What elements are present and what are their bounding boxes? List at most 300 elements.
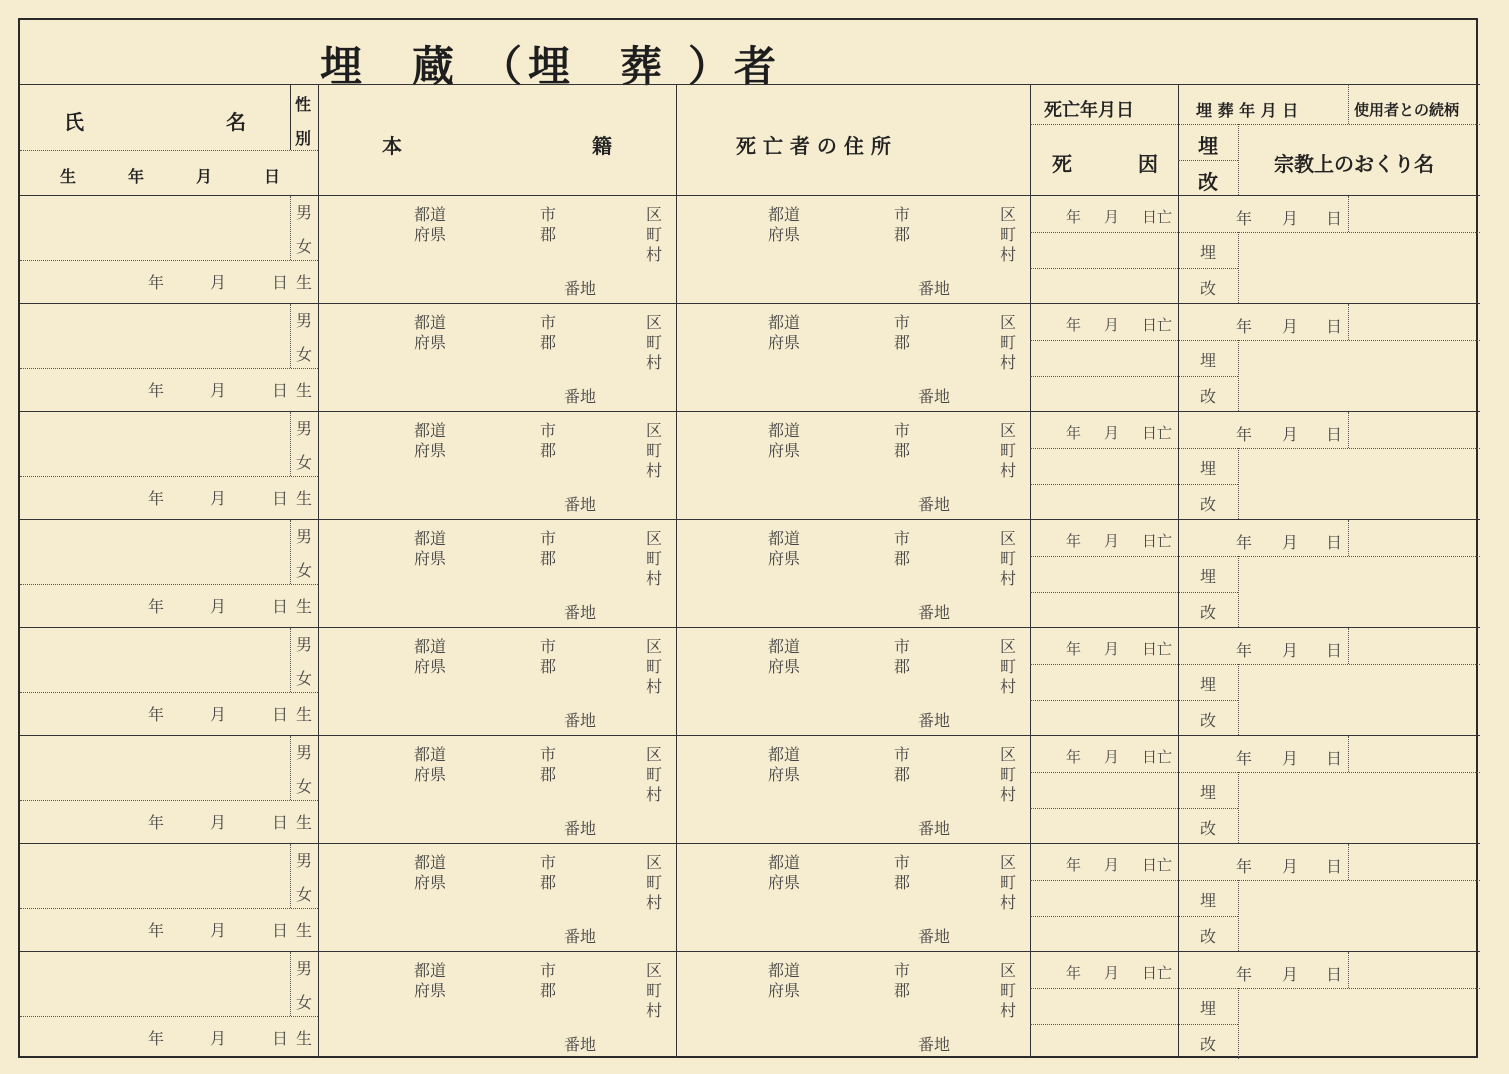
- death-day-label: 日亡: [1142, 424, 1173, 442]
- address-fuken: 府県: [768, 657, 801, 676]
- death-year-label: 年: [1066, 316, 1082, 334]
- title-char: 埋: [528, 42, 571, 91]
- name-field[interactable]: [26, 526, 284, 580]
- burial-year-label: 年: [1236, 749, 1253, 768]
- honseki-banchi: 番地: [564, 387, 597, 406]
- register-row: [20, 952, 1480, 1060]
- honseki-machi: 町: [646, 873, 663, 892]
- honseki-todo: 都道: [414, 961, 447, 980]
- birth-day-label: 日: [272, 489, 289, 508]
- honseki-machi: 町: [646, 765, 663, 784]
- header-birth-3: 月: [196, 167, 213, 186]
- birth-month-label: 月: [210, 597, 227, 616]
- death-year-label: 年: [1066, 532, 1082, 550]
- row-dotted-relation: [1348, 952, 1349, 988]
- row-dotted-relation: [1348, 736, 1349, 772]
- honseki-ku: 区: [646, 529, 663, 548]
- row-dotted-death: [1030, 340, 1480, 341]
- address-banchi: 番地: [918, 495, 951, 514]
- register-row: [20, 736, 1480, 844]
- address-banchi: 番地: [918, 603, 951, 622]
- death-month-label: 月: [1104, 640, 1120, 658]
- row-dotted-mai: [1238, 448, 1239, 519]
- birth-year-label: 年: [148, 489, 165, 508]
- address-machi: 町: [1000, 765, 1017, 784]
- birth-day-label: 日: [272, 273, 289, 292]
- death-month-label: 月: [1104, 532, 1120, 550]
- header-mai: 埋: [1198, 134, 1218, 158]
- row-kai-label: 改: [1200, 387, 1217, 406]
- burial-month-label: 月: [1282, 533, 1299, 552]
- honseki-machi: 町: [646, 981, 663, 1000]
- honseki-banchi: 番地: [564, 279, 597, 298]
- honseki-shi: 市: [540, 745, 557, 764]
- honseki-mura: 村: [646, 461, 663, 480]
- sex-female[interactable]: 女: [296, 345, 313, 364]
- honseki-todo: 都道: [414, 205, 447, 224]
- honseki-mura: 村: [646, 569, 663, 588]
- row-dotted-cause: [1030, 808, 1238, 809]
- birth-month-label: 月: [210, 273, 227, 292]
- row-dotted-birth: [20, 368, 318, 369]
- honseki-shi: 市: [540, 961, 557, 980]
- header-death-date: 死亡年月日: [1044, 100, 1134, 121]
- address-gun: 郡: [894, 765, 911, 784]
- title-char: 者: [734, 42, 777, 91]
- address-shi: 市: [894, 745, 911, 764]
- row-dotted-mai: [1238, 880, 1239, 951]
- sex-male[interactable]: 男: [296, 635, 313, 654]
- birth-day-label: 日: [272, 597, 289, 616]
- row-dotted-death: [1030, 772, 1480, 773]
- row-dotted-birth: [20, 260, 318, 261]
- name-field[interactable]: [26, 634, 284, 688]
- row-dotted-relation: [1348, 412, 1349, 448]
- address-mura: 村: [1000, 785, 1017, 804]
- col-line-sex-header: [290, 84, 291, 150]
- birth-year-label: 年: [148, 381, 165, 400]
- row-dotted-sex: [290, 520, 291, 584]
- birth-year-label: 年: [148, 273, 165, 292]
- name-field[interactable]: [26, 850, 284, 904]
- death-month-label: 月: [1104, 964, 1120, 982]
- row-dotted-birth: [20, 800, 318, 801]
- birth-month-label: 月: [210, 921, 227, 940]
- header-sex-2: 別: [295, 129, 312, 148]
- birth-month-label: 月: [210, 1029, 227, 1048]
- honseki-banchi: 番地: [564, 603, 597, 622]
- honseki-fuken: 府県: [414, 873, 447, 892]
- sex-female[interactable]: 女: [296, 453, 313, 472]
- address-todo: 都道: [768, 421, 801, 440]
- sex-female[interactable]: 女: [296, 993, 313, 1012]
- row-dotted-death: [1030, 664, 1480, 665]
- death-day-label: 日亡: [1142, 748, 1173, 766]
- header-dotted-maikai: [1178, 160, 1238, 161]
- birth-label: 生: [296, 597, 313, 616]
- row-dotted-birth: [20, 908, 318, 909]
- sex-male[interactable]: 男: [296, 851, 313, 870]
- address-gun: 郡: [894, 873, 911, 892]
- honseki-gun: 郡: [540, 657, 557, 676]
- honseki-mura: 村: [646, 353, 663, 372]
- birth-label: 生: [296, 381, 313, 400]
- birth-day-label: 日: [272, 813, 289, 832]
- row-mai-label: 埋: [1200, 999, 1217, 1018]
- honseki-banchi: 番地: [564, 711, 597, 730]
- honseki-shi: 市: [540, 313, 557, 332]
- honseki-fuken: 府県: [414, 981, 447, 1000]
- row-dotted-birth: [20, 584, 318, 585]
- honseki-shi: 市: [540, 205, 557, 224]
- address-shi: 市: [894, 961, 911, 980]
- row-dotted-birth: [20, 476, 318, 477]
- address-machi: 町: [1000, 657, 1017, 676]
- honseki-gun: 郡: [540, 333, 557, 352]
- birth-year-label: 年: [148, 597, 165, 616]
- honseki-gun: 郡: [540, 765, 557, 784]
- birth-month-label: 月: [210, 381, 227, 400]
- register-row: [20, 844, 1480, 952]
- burial-year-label: 年: [1236, 965, 1253, 984]
- address-machi: 町: [1000, 441, 1017, 460]
- birth-day-label: 日: [272, 921, 289, 940]
- address-banchi: 番地: [918, 387, 951, 406]
- death-day-label: 日亡: [1142, 856, 1173, 874]
- header-cause-right: 因: [1138, 152, 1158, 176]
- row-dotted-relation: [1348, 196, 1349, 232]
- row-dotted-cause: [1030, 484, 1238, 485]
- address-ku: 区: [1000, 637, 1017, 656]
- title-char: ）: [688, 42, 731, 91]
- row-dotted-death: [1030, 880, 1480, 881]
- birth-day-label: 日: [272, 381, 289, 400]
- honseki-banchi: 番地: [564, 1035, 597, 1054]
- row-dotted-cause: [1030, 916, 1238, 917]
- burial-day-label: 日: [1326, 425, 1343, 444]
- address-fuken: 府県: [768, 981, 801, 1000]
- row-kai-label: 改: [1200, 495, 1217, 514]
- honseki-todo: 都道: [414, 745, 447, 764]
- register-row: [20, 520, 1480, 628]
- honseki-mura: 村: [646, 785, 663, 804]
- birth-label: 生: [296, 273, 313, 292]
- address-machi: 町: [1000, 333, 1017, 352]
- honseki-banchi: 番地: [564, 927, 597, 946]
- sex-female[interactable]: 女: [296, 669, 313, 688]
- address-ku: 区: [1000, 853, 1017, 872]
- header-cause-left: 死: [1052, 152, 1072, 176]
- address-mura: 村: [1000, 569, 1017, 588]
- death-day-label: 日亡: [1142, 532, 1173, 550]
- title-divider: [20, 84, 1480, 85]
- address-fuken: 府県: [768, 765, 801, 784]
- address-todo: 都道: [768, 961, 801, 980]
- address-todo: 都道: [768, 529, 801, 548]
- address-gun: 郡: [894, 981, 911, 1000]
- burial-month-label: 月: [1282, 317, 1299, 336]
- burial-day-label: 日: [1326, 209, 1343, 228]
- address-mura: 村: [1000, 1001, 1017, 1020]
- address-todo: 都道: [768, 745, 801, 764]
- death-year-label: 年: [1066, 856, 1082, 874]
- row-dotted-cause: [1030, 268, 1238, 269]
- address-banchi: 番地: [918, 279, 951, 298]
- honseki-gun: 郡: [540, 549, 557, 568]
- honseki-mura: 村: [646, 1001, 663, 1020]
- honseki-shi: 市: [540, 853, 557, 872]
- address-todo: 都道: [768, 853, 801, 872]
- death-month-label: 月: [1104, 208, 1120, 226]
- birth-day-label: 日: [272, 1029, 289, 1048]
- row-mai-label: 埋: [1200, 783, 1217, 802]
- row-dotted-mai: [1238, 232, 1239, 303]
- death-month-label: 月: [1104, 424, 1120, 442]
- register-row: [20, 304, 1480, 412]
- honseki-todo: 都道: [414, 637, 447, 656]
- address-gun: 郡: [894, 549, 911, 568]
- name-field[interactable]: [26, 958, 284, 1012]
- address-gun: 郡: [894, 225, 911, 244]
- death-day-label: 日亡: [1142, 208, 1173, 226]
- address-ku: 区: [1000, 745, 1017, 764]
- honseki-ku: 区: [646, 853, 663, 872]
- honseki-fuken: 府県: [414, 333, 447, 352]
- birth-year-label: 年: [148, 813, 165, 832]
- row-dotted-birth: [20, 692, 318, 693]
- burial-month-label: 月: [1282, 749, 1299, 768]
- sex-female[interactable]: 女: [296, 237, 313, 256]
- birth-label: 生: [296, 813, 313, 832]
- burial-year-label: 年: [1236, 209, 1253, 228]
- header-burial-date: 埋 葬 年 月 日: [1196, 101, 1299, 120]
- honseki-ku: 区: [646, 745, 663, 764]
- name-field[interactable]: [26, 742, 284, 796]
- honseki-todo: 都道: [414, 313, 447, 332]
- birth-year-label: 年: [148, 1029, 165, 1048]
- address-ku: 区: [1000, 961, 1017, 980]
- birth-month-label: 月: [210, 489, 227, 508]
- honseki-machi: 町: [646, 657, 663, 676]
- honseki-fuken: 府県: [414, 765, 447, 784]
- address-shi: 市: [894, 205, 911, 224]
- honseki-shi: 市: [540, 637, 557, 656]
- honseki-todo: 都道: [414, 853, 447, 872]
- header-birth-4: 日: [264, 167, 281, 186]
- header-kai: 改: [1198, 170, 1218, 194]
- register-row: [20, 412, 1480, 520]
- address-todo: 都道: [768, 637, 801, 656]
- honseki-mura: 村: [646, 677, 663, 696]
- sex-male[interactable]: 男: [296, 959, 313, 978]
- row-dotted-sex: [290, 844, 291, 908]
- header-address: 死 亡 者 の 住 所: [736, 134, 891, 158]
- sex-female[interactable]: 女: [296, 885, 313, 904]
- header-dotted-birth: [20, 150, 318, 151]
- sex-male[interactable]: 男: [296, 419, 313, 438]
- row-dotted-sex: [290, 736, 291, 800]
- honseki-ku: 区: [646, 637, 663, 656]
- burial-day-label: 日: [1326, 317, 1343, 336]
- death-year-label: 年: [1066, 964, 1082, 982]
- burial-day-label: 日: [1326, 857, 1343, 876]
- sex-female[interactable]: 女: [296, 777, 313, 796]
- sex-male[interactable]: 男: [296, 203, 313, 222]
- address-fuken: 府県: [768, 441, 801, 460]
- burial-day-label: 日: [1326, 641, 1343, 660]
- row-dotted-death: [1030, 448, 1480, 449]
- honseki-gun: 郡: [540, 441, 557, 460]
- name-field[interactable]: [26, 418, 284, 472]
- row-dotted-death: [1030, 556, 1480, 557]
- row-dotted-sex: [290, 952, 291, 1016]
- burial-month-label: 月: [1282, 425, 1299, 444]
- header-name-right: 名: [226, 110, 246, 134]
- honseki-ku: 区: [646, 421, 663, 440]
- birth-year-label: 年: [148, 705, 165, 724]
- header-birth-1: 生: [60, 167, 77, 186]
- row-dotted-mai: [1238, 556, 1239, 627]
- death-month-label: 月: [1104, 748, 1120, 766]
- address-gun: 郡: [894, 333, 911, 352]
- title-char: （: [480, 42, 523, 91]
- death-month-label: 月: [1104, 856, 1120, 874]
- honseki-banchi: 番地: [564, 819, 597, 838]
- row-mai-label: 埋: [1200, 675, 1217, 694]
- burial-register-form: [18, 18, 1478, 1058]
- death-day-label: 日亡: [1142, 316, 1173, 334]
- row-dotted-cause: [1030, 592, 1238, 593]
- address-shi: 市: [894, 313, 911, 332]
- birth-month-label: 月: [210, 813, 227, 832]
- register-row: [20, 628, 1480, 736]
- honseki-machi: 町: [646, 225, 663, 244]
- honseki-shi: 市: [540, 421, 557, 440]
- burial-month-label: 月: [1282, 209, 1299, 228]
- address-banchi: 番地: [918, 819, 951, 838]
- name-field[interactable]: [26, 310, 284, 364]
- row-dotted-relation: [1348, 520, 1349, 556]
- birth-label: 生: [296, 705, 313, 724]
- header-birth-2: 年: [128, 167, 145, 186]
- sex-male[interactable]: 男: [296, 527, 313, 546]
- honseki-gun: 郡: [540, 225, 557, 244]
- address-mura: 村: [1000, 353, 1017, 372]
- row-kai-label: 改: [1200, 1035, 1217, 1054]
- address-shi: 市: [894, 853, 911, 872]
- burial-year-label: 年: [1236, 641, 1253, 660]
- honseki-todo: 都道: [414, 421, 447, 440]
- row-dotted-sex: [290, 628, 291, 692]
- honseki-machi: 町: [646, 441, 663, 460]
- burial-year-label: 年: [1236, 533, 1253, 552]
- header-relation: 使用者との続柄: [1354, 101, 1460, 119]
- burial-month-label: 月: [1282, 965, 1299, 984]
- header-sex-1: 性: [295, 95, 312, 114]
- honseki-machi: 町: [646, 549, 663, 568]
- honseki-fuken: 府県: [414, 549, 447, 568]
- address-mura: 村: [1000, 461, 1017, 480]
- honseki-mura: 村: [646, 245, 663, 264]
- register-row: [20, 196, 1480, 304]
- sex-male[interactable]: 男: [296, 311, 313, 330]
- header-honseki-left: 本: [382, 134, 402, 158]
- header-dotted-death: [1030, 124, 1480, 125]
- birth-day-label: 日: [272, 705, 289, 724]
- row-kai-label: 改: [1200, 819, 1217, 838]
- row-dotted-relation: [1348, 628, 1349, 664]
- row-dotted-relation: [1348, 844, 1349, 880]
- address-todo: 都道: [768, 205, 801, 224]
- honseki-ku: 区: [646, 961, 663, 980]
- address-fuken: 府県: [768, 873, 801, 892]
- death-year-label: 年: [1066, 424, 1082, 442]
- birth-label: 生: [296, 921, 313, 940]
- row-dotted-death: [1030, 988, 1480, 989]
- row-dotted-mai: [1238, 988, 1239, 1059]
- sex-female[interactable]: 女: [296, 561, 313, 580]
- address-shi: 市: [894, 637, 911, 656]
- row-dotted-sex: [290, 412, 291, 476]
- death-year-label: 年: [1066, 748, 1082, 766]
- address-ku: 区: [1000, 421, 1017, 440]
- row-mai-label: 埋: [1200, 891, 1217, 910]
- sex-male[interactable]: 男: [296, 743, 313, 762]
- row-dotted-cause: [1030, 1024, 1238, 1025]
- header-dotted-mai: [1238, 124, 1239, 195]
- title-char: 蔵: [412, 42, 455, 91]
- address-shi: 市: [894, 529, 911, 548]
- honseki-gun: 郡: [540, 873, 557, 892]
- birth-month-label: 月: [210, 705, 227, 724]
- row-dotted-mai: [1238, 772, 1239, 843]
- row-kai-label: 改: [1200, 927, 1217, 946]
- row-mai-label: 埋: [1200, 351, 1217, 370]
- burial-day-label: 日: [1326, 533, 1343, 552]
- row-dotted-mai: [1238, 664, 1239, 735]
- row-dotted-birth: [20, 1016, 318, 1017]
- death-day-label: 日亡: [1142, 964, 1173, 982]
- address-banchi: 番地: [918, 927, 951, 946]
- burial-month-label: 月: [1282, 857, 1299, 876]
- honseki-banchi: 番地: [564, 495, 597, 514]
- honseki-todo: 都道: [414, 529, 447, 548]
- death-year-label: 年: [1066, 640, 1082, 658]
- address-banchi: 番地: [918, 711, 951, 730]
- death-year-label: 年: [1066, 208, 1082, 226]
- row-dotted-relation: [1348, 304, 1349, 340]
- address-fuken: 府県: [768, 333, 801, 352]
- honseki-fuken: 府県: [414, 225, 447, 244]
- row-kai-label: 改: [1200, 711, 1217, 730]
- address-banchi: 番地: [918, 1035, 951, 1054]
- burial-day-label: 日: [1326, 749, 1343, 768]
- row-dotted-sex: [290, 304, 291, 368]
- name-field[interactable]: [26, 202, 284, 256]
- honseki-gun: 郡: [540, 981, 557, 1000]
- address-fuken: 府県: [768, 549, 801, 568]
- title-char: 葬: [620, 42, 663, 91]
- row-dotted-cause: [1030, 376, 1238, 377]
- row-kai-label: 改: [1200, 279, 1217, 298]
- address-ku: 区: [1000, 313, 1017, 332]
- burial-year-label: 年: [1236, 317, 1253, 336]
- header-religious-name: 宗教上のおくり名: [1274, 152, 1434, 176]
- address-machi: 町: [1000, 981, 1017, 1000]
- burial-month-label: 月: [1282, 641, 1299, 660]
- header-dotted-relation: [1348, 84, 1349, 124]
- death-month-label: 月: [1104, 316, 1120, 334]
